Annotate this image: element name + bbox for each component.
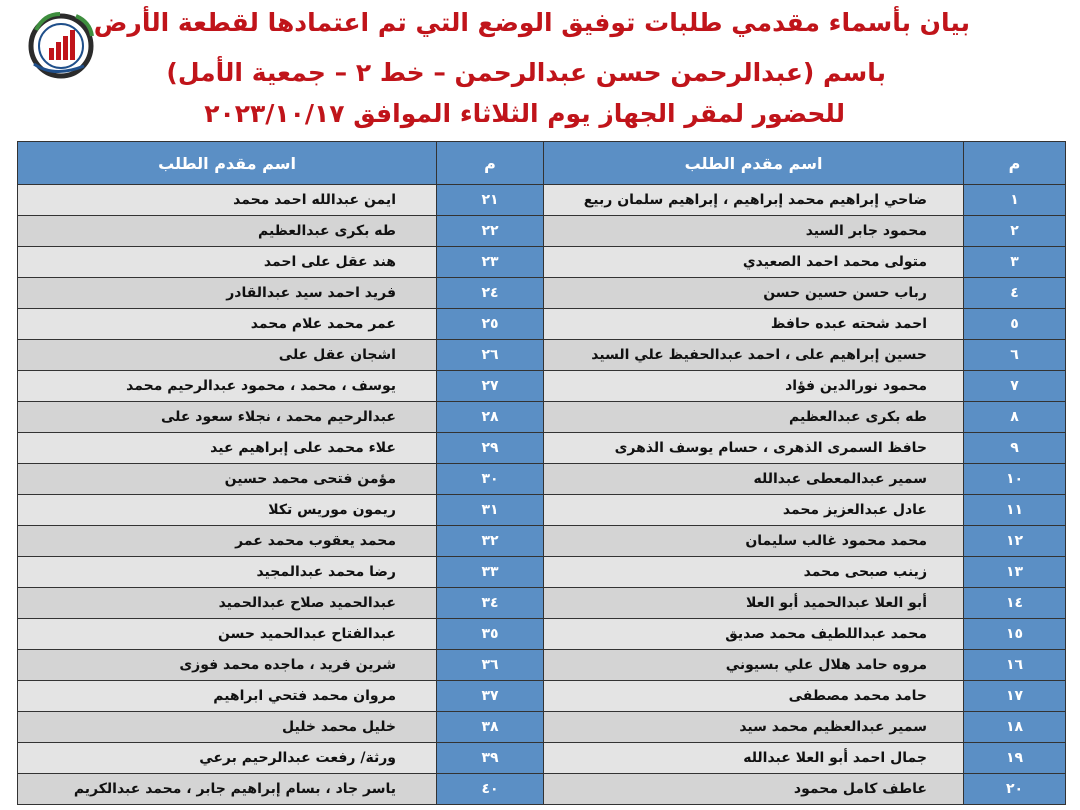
row-number: ٣٥ <box>437 619 544 650</box>
applicant-name: هند عقل على احمد <box>18 247 437 278</box>
table-row <box>18 774 1066 805</box>
row-number: ٤ <box>964 278 1066 309</box>
row-number: ١١ <box>964 495 1066 526</box>
applicant-name: سمير عبدالمعطى عبدالله <box>544 464 964 495</box>
row-number: ١٢ <box>964 526 1066 557</box>
applicant-name: شرين فريد ، ماجده محمد فوزى <box>18 650 437 681</box>
row-number: ١٥ <box>964 619 1066 650</box>
header-name-right: اسم مقدم الطلب <box>544 142 964 185</box>
table-row <box>18 464 1066 495</box>
row-number: ٣٣ <box>437 557 544 588</box>
applicant-name: محمود نورالدين فؤاد <box>544 371 964 402</box>
table-row <box>18 650 1066 681</box>
table-row <box>18 619 1066 650</box>
applicant-name: ريمون موريس تكلا <box>18 495 437 526</box>
row-number: ١٨ <box>964 712 1066 743</box>
applicant-name: عبدالحميد صلاح عبدالحميد <box>18 588 437 619</box>
row-number: ١٧ <box>964 681 1066 712</box>
table-row <box>18 402 1066 433</box>
applicant-name: خليل محمد خليل <box>18 712 437 743</box>
table-row <box>18 526 1066 557</box>
applicant-name: ايمن عبدالله احمد محمد <box>18 185 437 216</box>
table-header-row <box>18 142 1066 185</box>
applicant-name: حافظ السمرى الذهرى ، حسام يوسف الذهرى <box>544 433 964 464</box>
row-number: ٦ <box>964 340 1066 371</box>
applicant-name: يوسف ، محمد ، محمود عبدالرحيم محمد <box>18 371 437 402</box>
applicant-name: مروان محمد فتحي ابراهيم <box>18 681 437 712</box>
table-row <box>18 557 1066 588</box>
table-row <box>18 340 1066 371</box>
row-number: ٢٤ <box>437 278 544 309</box>
table-row <box>18 247 1066 278</box>
applicant-name: رباب حسن حسين حسن <box>544 278 964 309</box>
title-line-1: بيان بأسماء مقدمي طلبات توفيق الوضع التي تم اعتمادها لقطعة الأرض <box>93 8 970 37</box>
row-number: ٣ <box>964 247 1066 278</box>
table-row <box>18 371 1066 402</box>
row-number: ٢٥ <box>437 309 544 340</box>
applicant-name: عبدالفتاح عبدالحميد حسن <box>18 619 437 650</box>
applicant-name: طه بكرى عبدالعظيم <box>544 402 964 433</box>
row-number: ٣٠ <box>437 464 544 495</box>
header-name-left: اسم مقدم الطلب <box>18 142 437 185</box>
applicant-name: عادل عبدالعزيز محمد <box>544 495 964 526</box>
row-number: ٢٧ <box>437 371 544 402</box>
row-number: ١٤ <box>964 588 1066 619</box>
row-number: ١ <box>964 185 1066 216</box>
table-row <box>18 216 1066 247</box>
row-number: ٣٢ <box>437 526 544 557</box>
row-number: ١٩ <box>964 743 1066 774</box>
row-number: ١٦ <box>964 650 1066 681</box>
table-row <box>18 495 1066 526</box>
row-number: ٢٨ <box>437 402 544 433</box>
applicant-name: متولى محمد احمد الصعيدي <box>544 247 964 278</box>
applicant-name: احمد شحته عبده حافظ <box>544 309 964 340</box>
applicant-name: مروه حامد هلال علي بسيوني <box>544 650 964 681</box>
applicant-name: عاطف كامل محمود <box>544 774 964 805</box>
row-number: ٨ <box>964 402 1066 433</box>
applicant-name: ورثة/ رفعت عبدالرحيم برعي <box>18 743 437 774</box>
applicant-name: ضاحي إبراهيم محمد إبراهيم ، إبراهيم سلمان ربيع <box>544 185 964 216</box>
row-number: ٢٩ <box>437 433 544 464</box>
applicant-name: اشجان عقل على <box>18 340 437 371</box>
applicant-name: محمد عبداللطيف محمد صديق <box>544 619 964 650</box>
applicant-name: عبدالرحيم محمد ، نجلاء سعود على <box>18 402 437 433</box>
row-number: ٢٢ <box>437 216 544 247</box>
row-number: ٩ <box>964 433 1066 464</box>
applicant-name: رضا محمد عبدالمجيد <box>18 557 437 588</box>
row-number: ٢ <box>964 216 1066 247</box>
row-number: ٣٦ <box>437 650 544 681</box>
table-row <box>18 588 1066 619</box>
row-number: ٤٠ <box>437 774 544 805</box>
row-number: ٢٦ <box>437 340 544 371</box>
applicant-name: فريد احمد سيد عبدالقادر <box>18 278 437 309</box>
table-row <box>18 743 1066 774</box>
table-row <box>18 309 1066 340</box>
applicant-name: عمر محمد علام محمد <box>18 309 437 340</box>
row-number: ٣١ <box>437 495 544 526</box>
applicant-name: أبو العلا عبدالحميد أبو العلا <box>544 588 964 619</box>
header-number-left: م <box>437 142 544 185</box>
applicant-name: محمد محمود غالب سليمان <box>544 526 964 557</box>
table-row <box>18 712 1066 743</box>
applicant-name: حامد محمد مصطفى <box>544 681 964 712</box>
applicant-name: محمد يعقوب محمد عمر <box>18 526 437 557</box>
applicant-name: ياسر جاد ، بسام إبراهيم جابر ، محمد عبدالكريم <box>18 774 437 805</box>
row-number: ١٠ <box>964 464 1066 495</box>
agency-emblem-icon <box>24 8 98 82</box>
table-row <box>18 278 1066 309</box>
row-number: ٥ <box>964 309 1066 340</box>
table-row <box>18 185 1066 216</box>
row-number: ٣٤ <box>437 588 544 619</box>
title-line-3: للحضور لمقر الجهاز يوم الثلاثاء الموافق ٢٠٢٣/١٠/١٧ <box>204 99 845 128</box>
row-number: ٧ <box>964 371 1066 402</box>
row-number: ١٣ <box>964 557 1066 588</box>
header-number-right: م <box>964 142 1066 185</box>
table-row <box>18 433 1066 464</box>
applicant-name: محمود جابر السيد <box>544 216 964 247</box>
applicant-name: طه بكرى عبدالعظيم <box>18 216 437 247</box>
applicant-name: جمال احمد أبو العلا عبدالله <box>544 743 964 774</box>
row-number: ٣٨ <box>437 712 544 743</box>
row-number: ٣٩ <box>437 743 544 774</box>
row-number: ٢٣ <box>437 247 544 278</box>
applicant-name: علاء محمد على إبراهيم عيد <box>18 433 437 464</box>
row-number: ٢٠ <box>964 774 1066 805</box>
row-number: ٣٧ <box>437 681 544 712</box>
applicant-name: مؤمن فتحى محمد حسين <box>18 464 437 495</box>
table-row <box>18 681 1066 712</box>
title-line-2: باسم (عبدالرحمن حسن عبدالرحمن – خط ٢ – جمعية الأمل) <box>166 58 886 87</box>
applicant-name: زينب صبحى محمد <box>544 557 964 588</box>
row-number: ٢١ <box>437 185 544 216</box>
applicant-name: سمير عبدالعظيم محمد سيد <box>544 712 964 743</box>
applicants-table <box>17 141 1066 805</box>
applicant-name: حسين إبراهيم على ، احمد عبدالحفيظ علي السيد <box>544 340 964 371</box>
